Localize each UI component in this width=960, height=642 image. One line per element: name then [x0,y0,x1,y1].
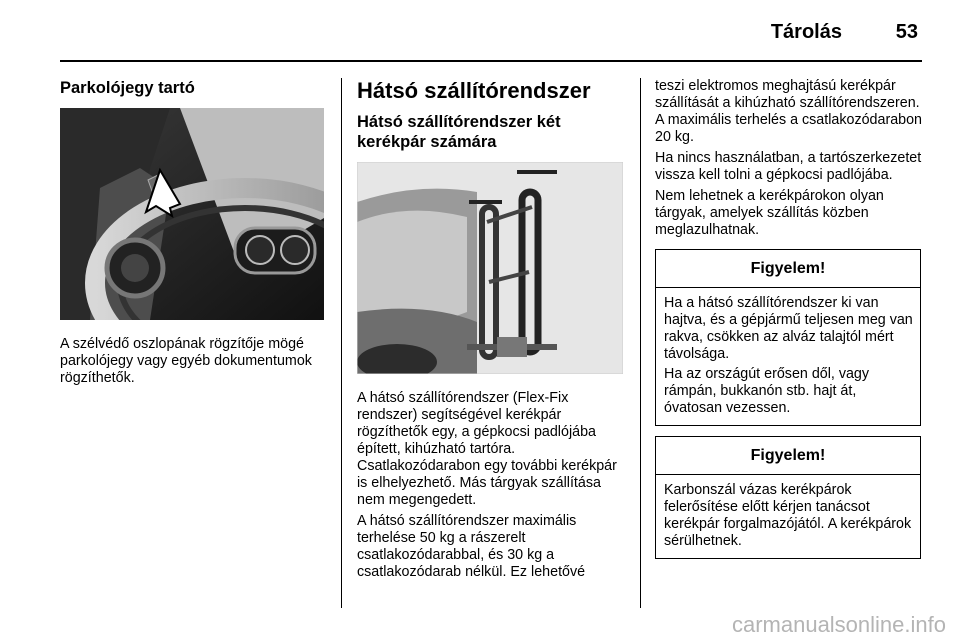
column-right [655,78,923,559]
warning-text: Ha az országút erősen dől, vagy rámpán, bukkanón stb. hajt át, óvatosan vezessen. [664,366,870,416]
dashboard-photo [60,108,324,320]
column-middle [357,78,625,581]
rear-carrier-text-4: Ha nincs használatban, a tartószerkezetet vissza kell tolni a gépkocsi padlójába. [655,150,922,183]
watermark: carmanualsonline.info [731,612,946,637]
column-divider-right [640,78,641,608]
subheading-two-bikes: Hátsó szállítórendszer két kerékpár számára [357,113,561,151]
warning-title: Figyelem! [656,437,920,475]
page-number: 53 [895,21,918,43]
rear-carrier-text-5: Nem lehetnek a kerékpárokon olyan tárgyak, amelyek szállítás közben meglazulhatnak. [655,188,884,238]
warning-text: Karbonszál vázas kerékpárok felerősítése előtt kérjen tanácsot kerékpár forgalmazójától. A kerékpárok sérülhetnek. [664,482,912,549]
rear-carrier-text-1: A hátsó szállítórendszer (Flex-Fix rendszer) segítségével kerékpár rögzíthetők egy, a gépkocsi padlójába épített, kihúzható tartóra. Csatlakozódarabon egy további kerékpár is elhelyezhető. Más tárgyak szállítása nem megengedett. [357,390,617,508]
ticket-holder-text: A szélvédő oszlopának rögzítője mögé parkolójegy vagy egyéb dokumentumok rögzíthetők. [60,336,312,386]
rear-carrier-text-3: teszi elektromos meghajtású kerékpár szállítását a kihúzható szállítórendszeren. A maximális terhelés a csatlakozódarabon 20 kg. [655,78,923,145]
column-left [60,78,326,387]
bike-carrier-photo [357,162,623,374]
section-heading-ticket-holder: Parkolójegy tartó [60,79,195,97]
page-title: Tárolás [770,21,842,43]
section-heading-rear-carrier: Hátsó szállítórendszer [357,78,591,103]
bike-carrier-illustration [357,162,623,374]
warning-box-ground-clearance [655,249,921,426]
header-rule [60,60,922,62]
windshield-pillar-illustration [60,108,324,320]
warning-title: Figyelem! [656,250,920,288]
rear-carrier-text-2: A hátsó szállítórendszer maximális terhelése 50 kg a rászerelt csatlakozódarabbal, és 30 kg a csatlakozódarab nélkül. Ez lehetővé [357,513,586,580]
page-header [60,18,922,62]
column-divider-left [341,78,342,608]
warning-box-carbon-frame [655,436,921,559]
warning-text: Ha a hátsó szállítórendszer ki van hajtva, és a gépjármű teljesen meg van rakva, csökken az alváz talajtól mért távolsága. [664,295,913,362]
